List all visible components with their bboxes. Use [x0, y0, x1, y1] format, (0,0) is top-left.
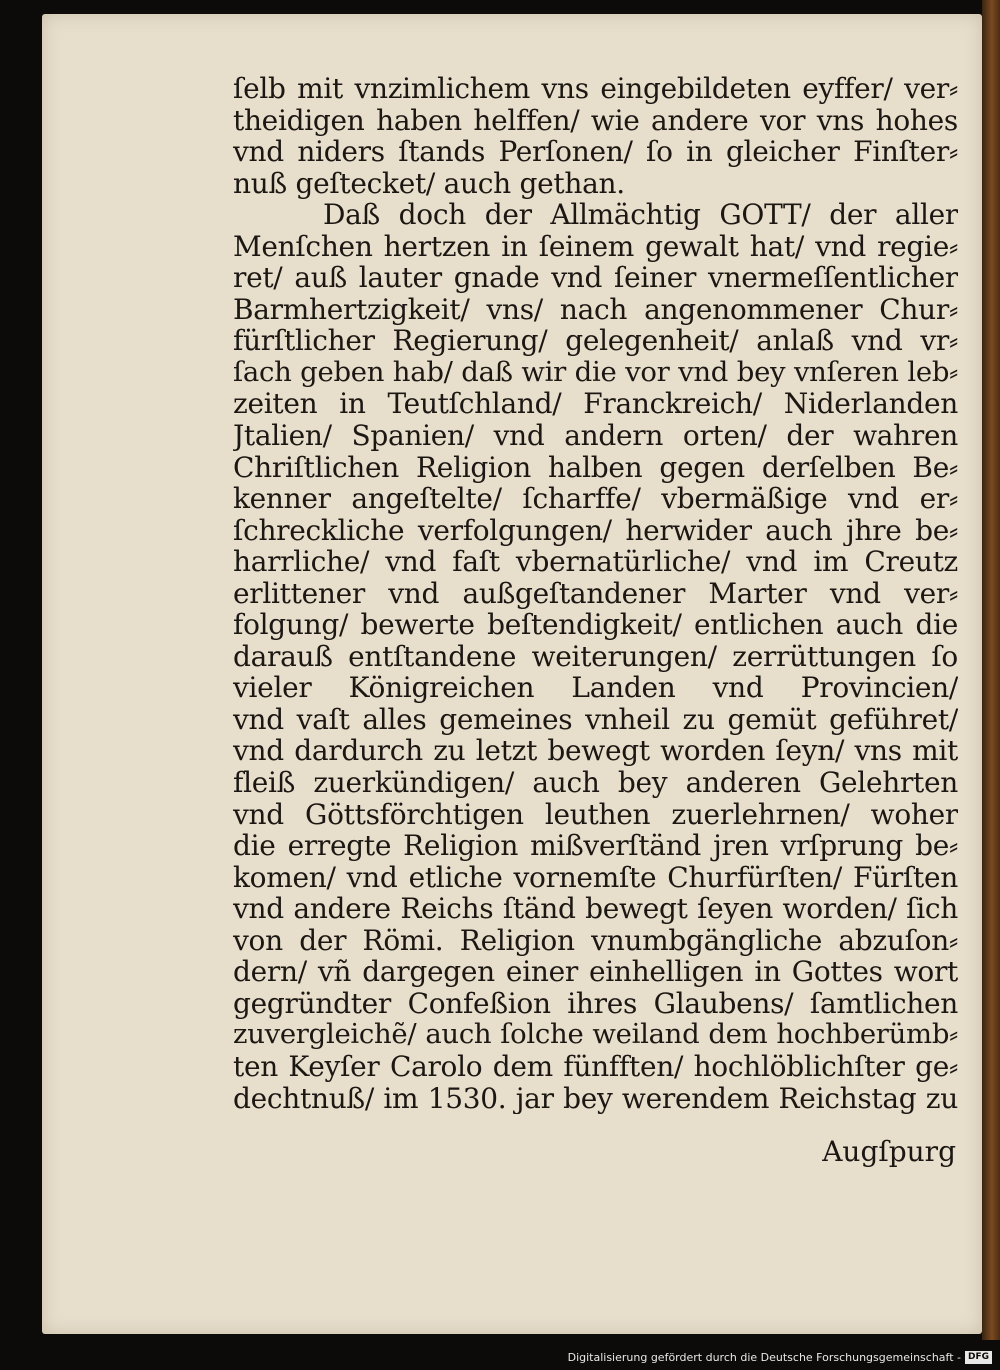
text-line: theidigen haben helffen/ wie andere vor vns hohes	[233, 104, 958, 137]
book-edge	[982, 0, 1000, 1340]
text-line: Chriſtlichen Religion halben gegen derſelben Be⸗	[233, 451, 958, 484]
text-line: Jtalien/ Spanien/ vnd andern orten/ der wahren	[233, 420, 958, 452]
text-line: ſchreckliche verfolgungen/ herwider auch jhre be⸗	[233, 514, 958, 547]
text-line: vieler Königreichen Landen vnd Provincien/	[233, 672, 958, 704]
paragraph-start-line: Daß doch der Allmächtig GOTT/ der aller	[323, 199, 958, 231]
text-line: vnd andere Reichs ſtänd bewegt ſeyen worden/ ſich	[233, 893, 958, 925]
text-line: harrliche/ vnd faſt vbernatürliche/ vnd im Creutz	[233, 546, 958, 578]
text-line: komen/ vnd etliche vornemſte Churfürſten/ Fürſten	[233, 861, 958, 894]
text-line: nuß geſtecket/ auch gethan.	[233, 167, 625, 200]
footer-text: Digitalisierung gefördert durch die Deutsche Forschungsgemeinschaft -	[567, 1351, 961, 1364]
text-line: von der Römi. Religion vnumbgängliche abzuſon⸗	[233, 924, 958, 957]
body-text	[233, 73, 958, 1114]
text-line: darauß entſtandene weiterungen/ zerrüttungen ſo	[233, 640, 958, 673]
text-line: vnd niders ſtands Perſonen/ ſo in gleicher Finſter⸗	[233, 136, 958, 168]
text-line: kenner angeſtelte/ ſcharffe/ vbermäßige vnd er⸗	[233, 483, 958, 515]
text-line: zeiten in Teutſchland/ Franckreich/ Niderlanden	[233, 388, 958, 421]
text-line: folgung/ bewerte beſtendigkeit/ entlichen auch die	[233, 609, 958, 641]
text-line: vnd dardurch zu letzt bewegt worden ſeyn/ vns mit	[233, 735, 958, 768]
text-line: ret/ auß lauter gnade vnd ſeiner vnermeſſentlicher	[233, 262, 958, 294]
catchword: Augſpurg	[822, 1135, 956, 1168]
text-line: ſelb mit vnzimlichem vns eingebildeten eyffer/ ver⸗	[233, 73, 958, 105]
text-line: ten Keyſer Carolo dem fünfften/ hochlöblichſter ge⸗	[233, 1050, 958, 1083]
text-line: vnd Göttsförchtigen leuthen zuerlehrnen/ woher	[233, 798, 958, 831]
text-line: vnd vaſt alles gemeines vnheil zu gemüt geführet/	[233, 703, 958, 736]
text-line: erlittener vnd außgeſtandener Marter vnd ver⸗	[233, 577, 958, 610]
text-line: dechtnuß/ im 1530. jar bey werendem Reichstag zu	[233, 1082, 958, 1115]
text-line: zuvergleichẽ/ auch ſolche weiland dem hochberümb⸗	[233, 1019, 958, 1051]
text-line: fürſtlicher Regierung/ gelegenheit/ anlaß vnd vr⸗	[233, 325, 958, 357]
text-line: die erregte Religion mißverſtänd jren vrſprung be⸗	[233, 830, 958, 862]
text-line: Menſchen hertzen in ſeinem gewalt hat/ vnd regie⸗	[233, 230, 958, 263]
text-line: gegründter Confeßion ihres Glaubens/ ſamtlichen	[233, 987, 958, 1020]
text-line: Barmhertzigkeit/ vns/ nach angenommener Chur⸗	[233, 293, 958, 326]
dfg-logo-icon: DFG	[965, 1351, 992, 1364]
text-line: ſach geben hab/ daß wir die vor vnd bey vnſeren leb⸗	[233, 356, 958, 388]
digitization-footer	[568, 1351, 992, 1364]
text-line: dern/ vñ dargegen einer einhelligen in Gottes wort	[233, 956, 958, 988]
text-line: fleiß zuerkündigen/ auch bey anderen Gelehrten	[233, 767, 958, 799]
